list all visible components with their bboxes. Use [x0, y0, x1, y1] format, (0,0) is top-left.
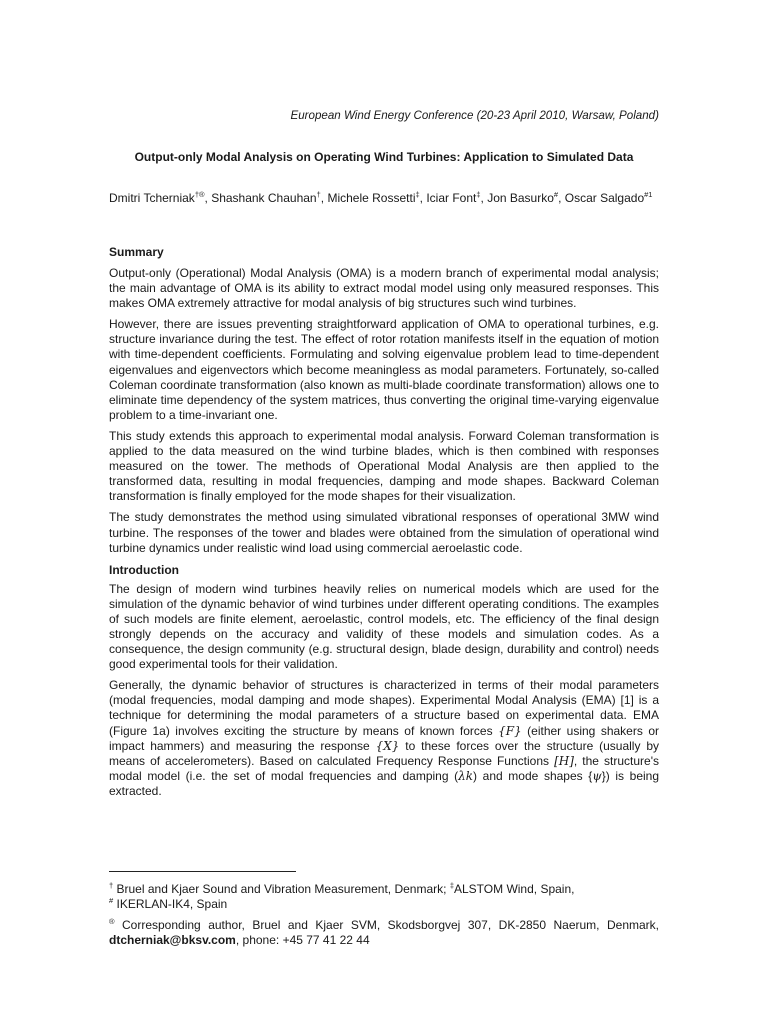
summary-paragraph: The study demonstrates the method using simulated vibrational responses of operational 3MW wind turbine. The responses of the tower and blades were obtained from the simulation of operational wind turbine dynamics under realistic wind load using commercial aeroelastic code. — [109, 510, 659, 555]
author-list: Dmitri Tcherniak†®, Shashank Chauhan†, Michele Rossetti‡, Iciar Font‡, Jon Basurko#, Oscar Salgado$^{\#1}$ — [109, 190, 653, 205]
paper-body — [109, 244, 659, 799]
paper-title: Output-only Modal Analysis on Operating Wind Turbines: Application to Simulated Data — [134, 150, 634, 164]
footnote-corresponding — [109, 918, 659, 948]
force-vector-symbol: {F} — [498, 723, 522, 738]
introduction-heading: Introduction — [109, 562, 179, 577]
footnote-text: , phone: +45 77 41 22 44 — [235, 933, 370, 947]
mode-shape-symbol: ψ — [592, 768, 602, 783]
footnote-text: ALSTOM Wind, Spain, — [453, 882, 575, 896]
author-name: Iciar Font — [426, 191, 477, 205]
eigenvalue-symbol: λk — [458, 768, 474, 783]
footnote-mark: † — [109, 881, 114, 890]
author-mark: ‡ — [476, 190, 481, 199]
text-run: (either using shakers or impact hammers) and measuring the response — [109, 723, 659, 753]
footnote-text: Bruel and Kjaer Sound and Vibration Measurement, Denmark; — [113, 882, 450, 896]
author-mark: #1 — [644, 190, 653, 199]
author-name: Oscar Salgado — [564, 191, 645, 205]
introduction-paragraph: The design of modern wind turbines heavily relies on numerical models which are used for the simulation of the dynamic behavior of wind turbines under different operating conditions. The examples of such models are finite element, aeroelastic, control models, etc. The efficiency of the final design strongly depends on the accuracy and validity of these models and simulation codes. As a consequence, the design community (e.g. structural design, blade design, durability and control) needs good experimental tools for their validation. — [109, 581, 659, 672]
author-name: Jon Basurko — [487, 191, 554, 205]
author-name: Michele Rossetti — [327, 191, 416, 205]
author-email-link[interactable]: dtcherniak@bksv.com — [109, 933, 236, 947]
text-run: , the structure's modal model (i.e. the set of modal frequencies and damping ( — [109, 753, 660, 783]
author-name: Shashank Chauhan — [211, 191, 317, 205]
introduction-paragraph — [109, 678, 659, 799]
summary-heading: Summary — [109, 245, 164, 259]
footnote-mark: # — [109, 896, 114, 905]
summary-paragraph: However, there are issues preventing straightforward application of OMA to operational turbines, e.g. structure invariance during the test. The effect of rotor rotation manifests itself in the equation of motion with time-dependent coefficients. Formulating and solving eigenvalue problem lead to time-dependent eigenvalues and eigenvectors which become meaningless as modal parameters. Fortunately, so-called Coleman coordinate transformation (also known as multi-blade coordinate transformation) allows one to eliminate time dependency of the system matrices, thus converting the original time-varying eigenvalue problem to a time-invariant one. — [109, 317, 659, 422]
author-name: Dmitri Tcherniak — [109, 191, 195, 205]
summary-paragraph: This study extends this approach to experimental modal analysis. Forward Coleman transformation is applied to the data measured on the wind turbine blades, which is then combined with responses measured on the tower. The methods of Operational Modal Analysis are then applied to the transformed data, resulting in modal frequencies, damping and mode shapes. Backward Coleman transformation is finally employed for the mode shapes for their visualization. — [109, 428, 659, 504]
footnote-mark: ‡ — [449, 881, 454, 890]
text-run: Generally, the dynamic behavior of structures is characterized in terms of their modal parameters (modal frequencies, modal damping and mode shapes). Experimental Modal Analysis (EMA) [1] is a technique for determining the modal parameters of a structure based on experimental data. EMA (Figure 1a) involves exciting the structure by means of known forces — [109, 678, 659, 738]
footnotes — [109, 882, 659, 954]
summary-paragraph: Output-only (Operational) Modal Analysis (OMA) is a modern branch of experimental modal analysis; the main advantage of OMA is its ability to extract modal model using only measured responses. This makes OMA extremely attractive for modal analysis of big structures such wind turbines. — [109, 266, 659, 311]
footnote-text: IKERLAN-IK4, Spain — [113, 897, 228, 911]
author-mark: ‡ — [415, 190, 420, 199]
text-run: }) is being extracted. — [109, 768, 660, 798]
footnote-affiliations — [109, 882, 659, 912]
conference-header: European Wind Energy Conference (20-23 April 2010, Warsaw, Poland) — [290, 109, 659, 122]
footnote-mark: ® — [109, 917, 115, 926]
frf-matrix-symbol: [H] — [554, 753, 574, 768]
response-vector-symbol: {X} — [375, 738, 400, 753]
text-run: ) and mode shapes { — [473, 768, 593, 783]
footnote-text: Corresponding author, Bruel and Kjaer SVM, Skodsborgvej 307, DK-2850 Naerum, Denmark, — [114, 918, 659, 932]
author-mark: †® — [194, 190, 205, 199]
author-mark: † — [316, 190, 321, 199]
author-mark: # — [553, 190, 559, 199]
footnote-separator — [109, 871, 296, 872]
text-run: to these forces over the structure (usually by means of accelerometers). Based on calculated Frequency Response Functions — [109, 738, 659, 768]
